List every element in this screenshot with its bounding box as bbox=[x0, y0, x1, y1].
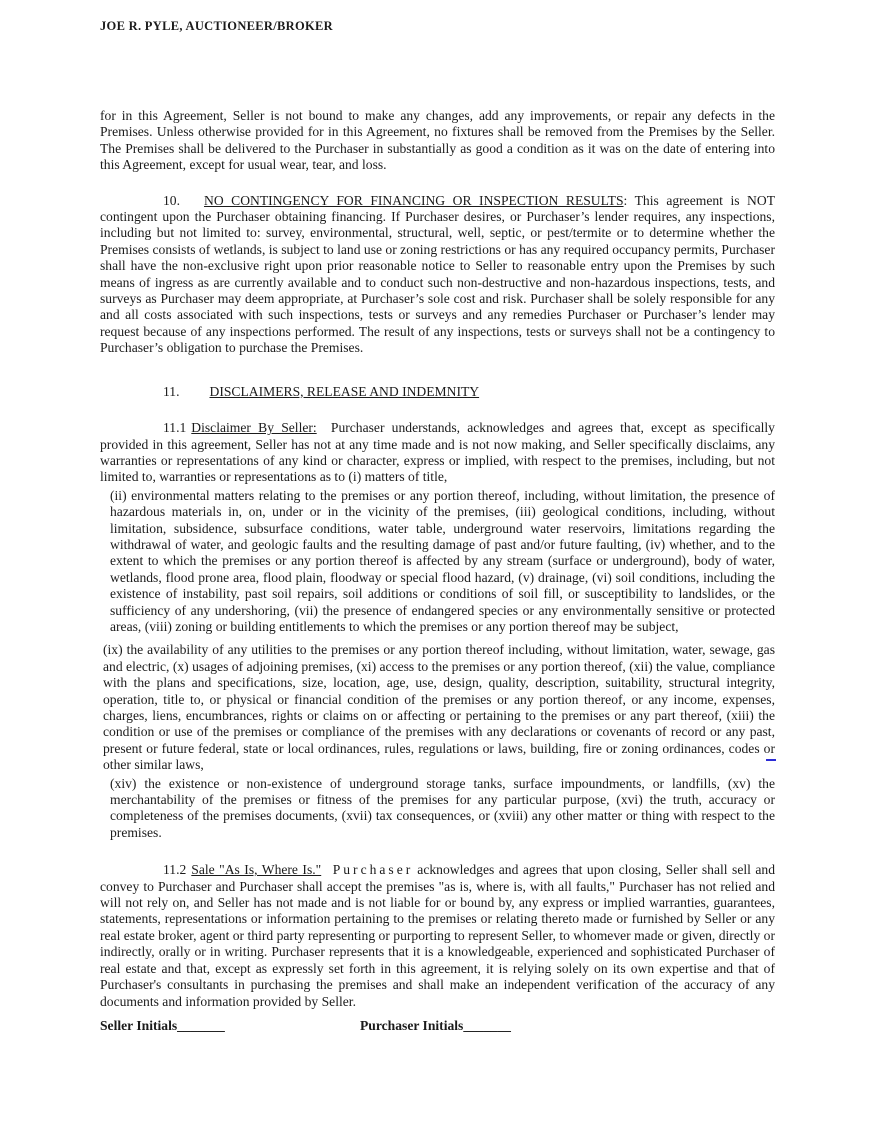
intro-paragraph-text: for in this Agreement, Seller is not bound to make any changes, add any improvements, or repair any defects in the Premises. Unless otherwise provided for in this Agreement, no fixtures shall be removed from the Premises by the Seller. The Premises shall be delivered to the Purchaser in substantially as good a condition as it was on the date of entering into this Agreement, except for usual wear, tear, and loss. bbox=[100, 108, 775, 173]
section-11-1-number: 11.1 bbox=[163, 420, 187, 436]
intro-paragraph bbox=[100, 108, 775, 174]
purchaser-initials-blank: _______ bbox=[463, 1017, 511, 1033]
document-body bbox=[100, 108, 775, 1034]
section-11-heading: DISCLAIMERS, RELEASE AND INDEMNITY bbox=[209, 383, 480, 399]
section-11-2-number: 11.2 bbox=[163, 862, 187, 878]
broker-header: JOE R. PYLE, AUCTIONEER/BROKER bbox=[100, 19, 333, 33]
section-11-1-heading: Disclaimer By Seller: bbox=[191, 420, 317, 436]
section-10-body: This agreement is NOT contingent upon the Purchaser obtaining financing. If Purchaser desires, or Purchaser’s lender requires, any inspections, including but not limited to: survey, environmental, structural, well, septic, or pest/termite or to determine whether the Premises consists of wetlands, is subject to land use or zoning restrictions or has any required occupancy permits, Purchaser shall have the non-exclusive right upon prior reasonable notice to Seller to reasonable entry upon the Premises by such means of ingress as are currently available and to conduct such non-destructive and non-hazardous inspections, tests, and surveys as Purchaser may deem appropriate, at Purchaser’s sole cost and risk. Purchaser shall be solely responsible for any and all costs associated with such inspections, tests or surveys and any remedies Purchaser or Purchaser’s lender may request because of any inspections performed. The result of any inspections, tests or surveys shall not be a contingency to Purchaser’s obligation to purchase the Premises. bbox=[100, 192, 775, 356]
section-11-1-clause-ix-block bbox=[103, 642, 775, 773]
purchaser-initials-slot bbox=[360, 1018, 511, 1033]
section-11-2-heading: Sale "As Is, Where Is." bbox=[191, 862, 322, 878]
seller-initials-slot bbox=[100, 1018, 360, 1034]
section-11-heading-row bbox=[163, 384, 775, 400]
purchaser-initials-label: Purchaser Initials bbox=[360, 1017, 464, 1033]
section-11-2-body: acknowledges and agrees that upon closing, Seller shall sell and convey to Purchaser and Purchaser shall accept the premises "as is, where is, with all faults," Purchaser has not relied and will not rely on, and Seller has not made and is not liable for or bound by, any express or implied warranties, guarantees, statements, representations or information pertaining to the premises or relating thereto made or furnished by Seller or any real estate broker, agent or third party representing or purporting to represent Seller, to whomever made or given, directly or indirectly, orally or in writing. Purchaser represents that it is a knowledgeable, experienced and sophisticated Purchaser of real estate and that, except as expressly set forth in this agreement, it is relying solely on its own expertise and that of Purchaser's consultants in purchasing the premises and shall make an independent verification of the accuracy of any documents and information provided by Seller. bbox=[100, 862, 776, 1009]
section-11-1-clause-ii-block bbox=[110, 488, 775, 636]
section-11-1-paragraph bbox=[100, 420, 775, 486]
section-11-1-clause-xiv-block bbox=[110, 776, 775, 842]
section-11-1-body-part4: (xiv) the existence or non-existence of underground storage tanks, surface impoundments, or landfills, (xv) the merchantability of the premises or fitness of the premises for any particular purpose, (xvi) the truth, accuracy or completeness of the premises documents, (xvii) tax consequences, or (xviii) any other matter or thing with respect to the premises. bbox=[110, 775, 775, 840]
seller-initials-blank: _______ bbox=[177, 1017, 225, 1033]
stray-blue-dash bbox=[766, 759, 776, 761]
section-11-1-body-part1: Purchaser understands, acknowledges and agrees that, except as specifically provided in this agreement, Seller has not at any time made and is not now making, and Seller specifically disclaims, any warranties or representations of any kind or character, express or implied, with respect to the premises, including, but not limited to, warranties or representations as to (i) matters of title, bbox=[100, 420, 775, 485]
section-11-1-body-part3: (ix) the availability of any utilities to the premises or any portion thereof including, without limitation, water, sewage, gas and electric, (x) usages of adjoining premises, (xi) access to the premises or any portion thereof, (xii) the value, compliance with the plans and specifications, size, location, age, use, design, quality, description, suitability, structural integrity, operation, title to, or physical or financial condition of the premises or any portion thereof, or any income, expenses, charges, liens, encumbrances, rights or claims on or affecting or pertaining to the premises or any part thereof, (xiii) the condition or use of the premises or compliance of the premises with any declarations or covenants of record or any past, present or future federal, state or local ordinances, rules, regulations or laws, building, fire or zoning ordinances, codes or other similar laws, bbox=[103, 642, 775, 773]
section-10-colon: : bbox=[623, 192, 628, 208]
section-11-number: 11. bbox=[163, 383, 180, 399]
section-11-2-spaced-word: Purchaser bbox=[332, 862, 414, 878]
section-10-paragraph bbox=[100, 193, 775, 357]
section-10-number: 10. bbox=[163, 192, 180, 208]
initials-row bbox=[100, 1018, 775, 1034]
section-10-heading: NO CONTINGENCY FOR FINANCING OR INSPECTION RESULTS bbox=[204, 192, 624, 208]
seller-initials-label: Seller Initials bbox=[100, 1017, 178, 1033]
section-11-1-body-part2: (ii) environmental matters relating to the premises or any portion thereof, including, without limitation, the presence of hazardous materials in, on, under or in the vicinity of the premises, (iii) geological conditions, including, without limitation, subsidence, subsurface conditions, water table, underground water reservoirs, limitations regarding the withdrawal of water, and geologic faults and the resulting damage of past and/or future faulting, (iv) whether, and to the extent to which the premises or any portion thereof is affected by any stream (surface or underground), body of water, wetlands, flood prone area, flood plain, floodway or special flood hazard, (v) drainage, (vi) soil conditions, including the existence of instability, past soil repairs, soil additions or conditions of soil fill, or susceptibility to landslides, or the sufficiency of any undershoring, (vii) the presence of endangered species or any environmentally sensitive or protected areas, (viii) zoning or building entitlements to which the premises or any portion thereof may be subject, bbox=[110, 487, 775, 634]
section-11-2-paragraph bbox=[100, 862, 775, 1010]
